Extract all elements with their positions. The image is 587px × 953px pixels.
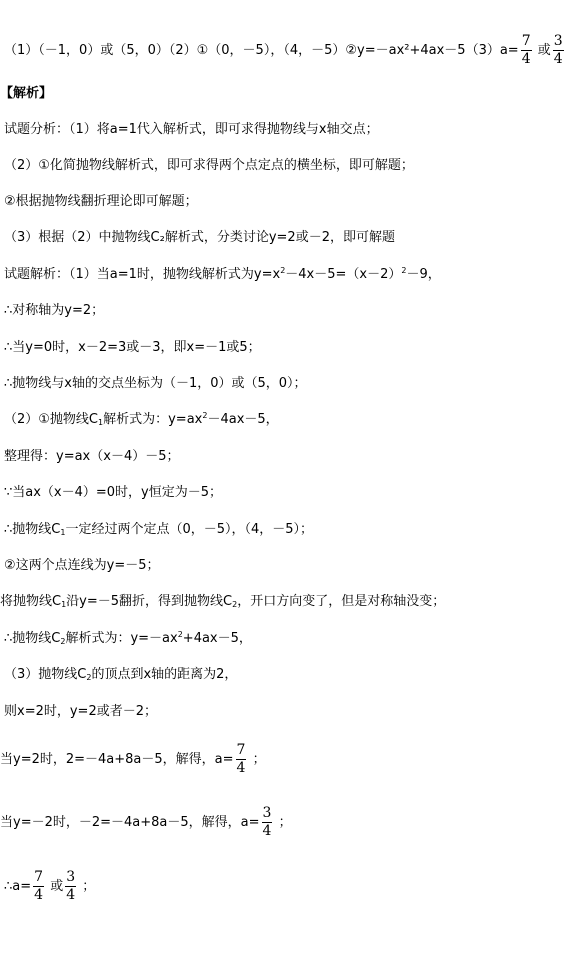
solution-line-12 <box>4 667 237 683</box>
solution-line-10-part-b: 沿y=－5翻折，得到抛物线C <box>66 594 233 609</box>
solution-line-2: ∴对称轴为y=2； <box>4 303 105 318</box>
subscript: 2 <box>232 600 238 609</box>
analysis-line-3: ②根据抛物线翻折理论即可解题； <box>4 194 198 209</box>
fraction <box>65 870 76 903</box>
analysis-heading: 【解析】 <box>0 86 53 101</box>
exponent: 2 <box>202 411 208 420</box>
solution-line-1-part-b: －4x－5=（x－2） <box>285 267 402 282</box>
fraction-numerator: 7 <box>236 742 246 758</box>
solution-line-1-part-c: －9， <box>406 267 441 282</box>
solution-line-3: ∴当y=0时，x－2=3或－3，即x=－1或5； <box>4 340 261 355</box>
solution-line-1 <box>4 267 441 283</box>
fraction-numerator: 3 <box>262 805 272 821</box>
solution-line-4: ∴抛物线与x轴的交点坐标为（－1，0）或（5，0）； <box>4 376 307 391</box>
fraction-denominator: 4 <box>236 760 246 776</box>
solution-line-16-part-a: ∴a= <box>4 879 32 894</box>
exponent: 2 <box>177 630 183 639</box>
subscript: 2 <box>60 637 66 646</box>
solution-line-7: ∵当ax（x－4）=0时，y恒定为－5； <box>4 485 223 500</box>
subscript: 1 <box>98 418 104 427</box>
solution-line-12-part-b: 的顶点到x轴的距离为2， <box>91 667 238 682</box>
subscript: 2 <box>86 673 92 682</box>
fraction-numerator: 3 <box>66 869 76 885</box>
solution-line-16 <box>4 870 95 903</box>
solution-line-13: 则x=2时，y=2或者－2； <box>4 704 157 719</box>
analysis-line-2: （2）①化简抛物线解析式，即可求得两个点定点的横坐标，即可解题； <box>4 158 414 173</box>
exponent: 2 <box>401 266 407 275</box>
fraction <box>236 743 247 776</box>
solution-line-5-part-c: －4ax－5， <box>207 412 279 427</box>
solution-line-5-part-b: 解析式为：y=ax <box>103 412 203 427</box>
answer-fraction-1 <box>521 34 532 67</box>
solution-line-16-part-b: ； <box>82 879 96 894</box>
answer-fraction-2 <box>553 34 564 67</box>
solution-line-8-part-b: 一定经过两个定点（0，－5），（4，－5）； <box>65 522 314 537</box>
analysis-line-4: （3）根据（2）中抛物线C₂解析式，分类讨论y=2或－2，即可解题 <box>4 230 395 245</box>
answer-fraction-1-numerator: 7 <box>521 33 531 49</box>
solution-line-1-part-a: 试题解析：（1）当a=1时，抛物线解析式为y=x <box>4 267 281 282</box>
solution-line-15-part-a: 当y=－2时，－2=－4a+8a－5，解得，a= <box>0 815 260 830</box>
solution-line-15 <box>0 806 292 839</box>
solution-line-5-part-a: （2）①抛物线C <box>4 412 99 427</box>
fraction <box>33 870 44 903</box>
solution-line-10-part-a: 将抛物线C <box>0 594 62 609</box>
solution-line-6: 整理得：y=ax（x－4）－5； <box>4 449 180 464</box>
subscript: 1 <box>60 528 66 537</box>
solution-line-11-part-c: +4ax－5， <box>182 631 252 646</box>
solution-line-14-part-b: ； <box>252 752 266 767</box>
solution-line-14-part-a: 当y=2时，2=－4a+8a－5，解得，a= <box>0 752 234 767</box>
exponent: 2 <box>280 266 286 275</box>
answer-or: 或 <box>537 43 551 58</box>
analysis-line-1: 试题分析：（1）将a=1代入解析式，即可求得抛物线与x轴交点； <box>4 122 379 137</box>
solution-line-5 <box>4 412 279 428</box>
solution-line-10 <box>0 594 445 610</box>
solution-line-9: ②这两个点连线为y=－5； <box>4 558 160 573</box>
solution-line-11-part-b: 解析式为：y=－ax <box>65 631 178 646</box>
fraction-denominator: 4 <box>66 887 76 903</box>
solution-line-11 <box>4 631 252 647</box>
solution-line-8 <box>4 522 313 538</box>
fraction <box>262 806 273 839</box>
solution-line-15-part-b: ； <box>278 815 292 830</box>
answer-fraction-2-numerator: 3 <box>553 33 563 49</box>
solution-line-12-part-a: （3）抛物线C <box>4 667 87 682</box>
fraction-denominator: 4 <box>34 887 44 903</box>
fraction-numerator: 7 <box>34 869 44 885</box>
answer-line <box>4 34 566 67</box>
solution-line-8-part-a: ∴抛物线C <box>4 522 61 537</box>
answer-text: （1）（－1，0）或（5，0）（2）①（0，－5），（4，－5）②y=－ax²+4ax－5（3）a= <box>4 43 519 58</box>
solution-line-10-part-c: ，开口方向变了，但是对称轴没变； <box>237 594 446 609</box>
solution-line-16-or: 或 <box>50 879 64 894</box>
answer-fraction-2-denominator: 4 <box>553 51 563 67</box>
solution-line-11-part-a: ∴抛物线C <box>4 631 61 646</box>
answer-fraction-1-denominator: 4 <box>521 51 531 67</box>
fraction-denominator: 4 <box>262 823 272 839</box>
solution-line-14 <box>0 743 266 776</box>
subscript: 1 <box>61 600 67 609</box>
